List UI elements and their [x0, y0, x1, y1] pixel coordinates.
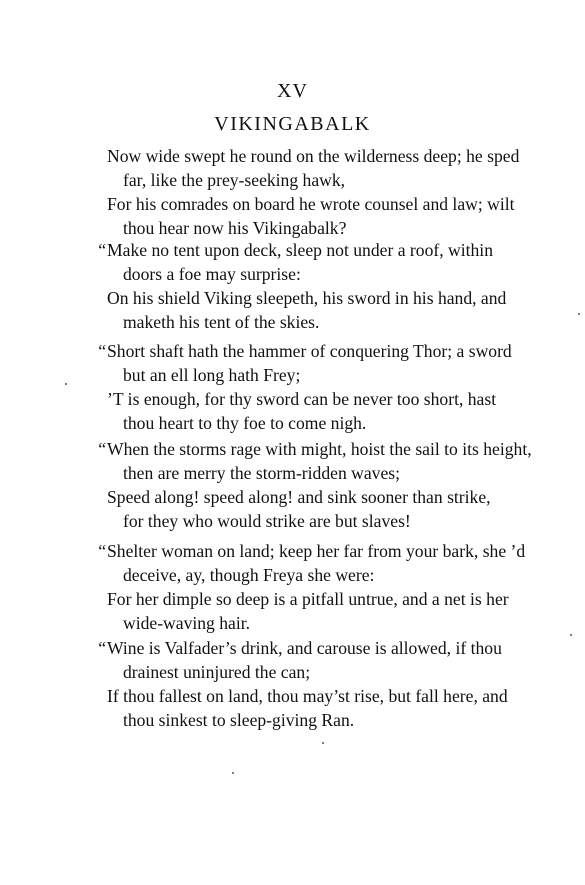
- stanza-line-first: [90, 238, 520, 262]
- opening-quote-mark: “: [98, 341, 106, 361]
- stanza-line: deceive, ay, though Freya she were:: [123, 565, 375, 585]
- stanza-line: far, like the prey-seeking hawk,: [123, 170, 346, 190]
- chapter-number: XV: [277, 80, 308, 102]
- stanza-line-first: [90, 437, 532, 461]
- stanza-line-first: [90, 539, 526, 563]
- paper-speck: [232, 772, 234, 774]
- stanza-line-text: Short shaft hath the hammer of conquering Thor; a sword: [107, 341, 512, 361]
- stanza-line: thou hear now his Vikingabalk?: [123, 218, 347, 238]
- stanza-line: doors a foe may surprise:: [123, 264, 301, 284]
- opening-quote-mark: “: [98, 541, 106, 561]
- stanza-line: If thou fallest on land, thou may’st rise, but fall here, and: [107, 686, 508, 706]
- stanza-line: Speed along! speed along! and sink sooner than strike,: [107, 487, 491, 507]
- stanza-2: [90, 238, 520, 334]
- poem-title: VIKINGABALK: [214, 113, 371, 135]
- stanza-line: then are merry the storm-ridden waves;: [123, 463, 400, 483]
- stanza-line: wide-waving hair.: [123, 613, 251, 633]
- stanza-line: ’T is enough, for thy sword can be never too short, hast: [107, 389, 497, 409]
- opening-quote-mark: “: [98, 439, 106, 459]
- stanza-line: maketh his tent of the skies.: [123, 312, 320, 332]
- stanza-line: For his comrades on board he wrote counsel and law; wilt: [107, 194, 515, 214]
- stanza-line-first: [90, 636, 520, 660]
- stanza-line: but an ell long hath Frey;: [123, 365, 301, 385]
- stanza-line: For her dimple so deep is a pitfall untrue, and a net is her: [107, 589, 509, 609]
- opening-quote-mark: “: [98, 638, 106, 658]
- stanza-line-text: Make no tent upon deck, sleep not under a roof, within: [107, 240, 493, 260]
- stanza-line: thou heart to thy foe to come nigh.: [123, 413, 367, 433]
- stanza-line-text: Wine is Valfader’s drink, and carouse is allowed, if thou: [107, 638, 502, 658]
- paper-speck: [322, 742, 324, 744]
- stanza-3: [90, 339, 520, 435]
- opening-quote-mark: “: [98, 240, 106, 260]
- stanza-line: drainest uninjured the can;: [123, 662, 311, 682]
- stanza-line: On his shield Viking sleepeth, his sword in his hand, and: [107, 288, 507, 308]
- paper-speck: [578, 313, 580, 315]
- paper-speck: [65, 383, 67, 385]
- paper-speck: [570, 634, 572, 636]
- stanza-line: Now wide swept he round on the wilderness deep; he sped: [107, 146, 520, 166]
- stanza-6: [90, 636, 520, 732]
- stanza-line: thou sinkest to sleep-giving Ran.: [123, 710, 355, 730]
- stanza-line-text: When the storms rage with might, hoist the sail to its height,: [107, 439, 532, 459]
- stanza-line: for they who would strike are but slaves!: [123, 511, 411, 531]
- stanza-line-first: [90, 339, 520, 363]
- stanza-line-text: Shelter woman on land; keep her far from your bark, she ’d: [107, 541, 526, 561]
- stanza-5: [90, 539, 526, 635]
- stanza-1: [90, 144, 520, 240]
- stanza-4: [90, 437, 532, 533]
